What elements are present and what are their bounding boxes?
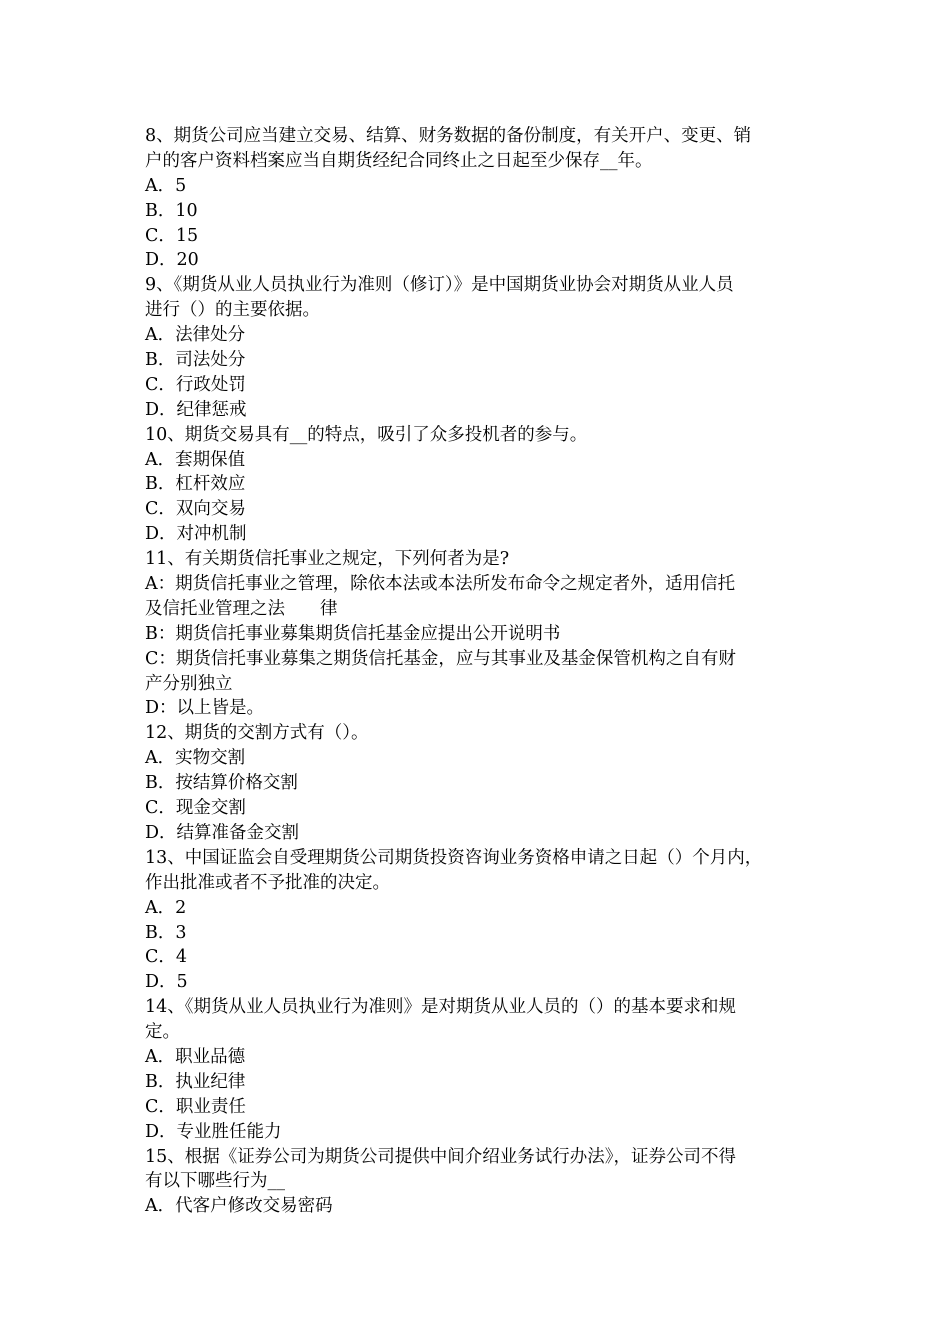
- text-line: A：期货信托事业之管理，除依本法或本法所发布命令之规定者外，适用信托: [145, 574, 736, 595]
- text-line: B．10: [145, 200, 198, 221]
- text-line: D．纪律惩戒: [145, 399, 247, 420]
- text-line: 15、根据《证券公司为期货公司提供中间介绍业务试行办法》，证券公司不得: [145, 1146, 737, 1167]
- text-line: C．现金交割: [145, 798, 246, 819]
- text-line: A．5: [145, 175, 187, 196]
- text-line: C．15: [145, 225, 199, 246]
- text-line: D．专业胜任能力: [145, 1121, 282, 1142]
- text-line: A．实物交割: [145, 748, 246, 769]
- text-line: A．法律处分: [145, 325, 246, 346]
- text-line: C．职业责任: [145, 1096, 246, 1117]
- text-line: 进行（）的主要依据。: [145, 300, 320, 321]
- text-line: A．套期保值: [145, 449, 246, 470]
- text-line: B：期货信托事业募集期货信托基金应提出公开说明书: [145, 623, 561, 644]
- text-line: 9、《期货从业人员执业行为准则（修订）》是中国期货业协会对期货从业人员: [145, 275, 734, 296]
- text-line: D．20: [145, 250, 199, 271]
- text-line: 10、期货交易具有__的特点，吸引了众多投机者的参与。: [145, 424, 588, 445]
- text-line: 产分别独立: [145, 673, 233, 694]
- text-line: D：以上皆是。: [145, 698, 265, 719]
- text-line: C．4: [145, 947, 188, 968]
- text-line: 作出批准或者不予批准的决定。: [145, 872, 390, 893]
- text-line: 14、《期货从业人员执业行为准则》是对期货从业人员的（）的基本要求和规: [145, 997, 737, 1018]
- text-line: A．2: [145, 897, 187, 918]
- text-line: A．职业品德: [145, 1046, 246, 1067]
- text-line: B．执业纪律: [145, 1071, 246, 1092]
- text-line: 12、期货的交割方式有（）。: [145, 723, 369, 744]
- text-line: 有以下哪些行为__: [145, 1171, 285, 1192]
- text-line: C．行政处罚: [145, 374, 246, 395]
- text-line: 8、期货公司应当建立交易、结算、财务数据的备份制度，有关开户、变更、销: [145, 126, 752, 146]
- text-line: B．3: [145, 922, 187, 943]
- text-line: 及信托业管理之法 律: [145, 598, 338, 619]
- text-line: C．双向交易: [145, 499, 246, 520]
- text-line: 11、有关期货信托事业之规定，下列何者为是?: [145, 549, 510, 570]
- text-line: B．杠杆效应: [145, 474, 246, 495]
- text-line: B．司法处分: [145, 350, 246, 371]
- text-line: 13、中国证监会自受理期货公司期货投资咨询业务资格申请之日起（）个月内，: [145, 847, 763, 868]
- text-line: C：期货信托事业募集之期货信托基金，应与其事业及基金保管机构之自有财: [145, 648, 736, 669]
- text-line: B．按结算价格交割: [145, 773, 298, 794]
- text-line: D．5: [145, 972, 188, 993]
- text-line: A．代客户修改交易密码: [145, 1196, 333, 1217]
- text-line: 定。: [145, 1022, 180, 1043]
- text-line: D．对冲机制: [145, 524, 247, 545]
- document-body: [145, 124, 825, 1219]
- text-line: 户的客户资料档案应当自期货经纪合同终止之日起至少保存__年。: [145, 150, 653, 171]
- text-line: D．结算准备金交割: [145, 822, 300, 843]
